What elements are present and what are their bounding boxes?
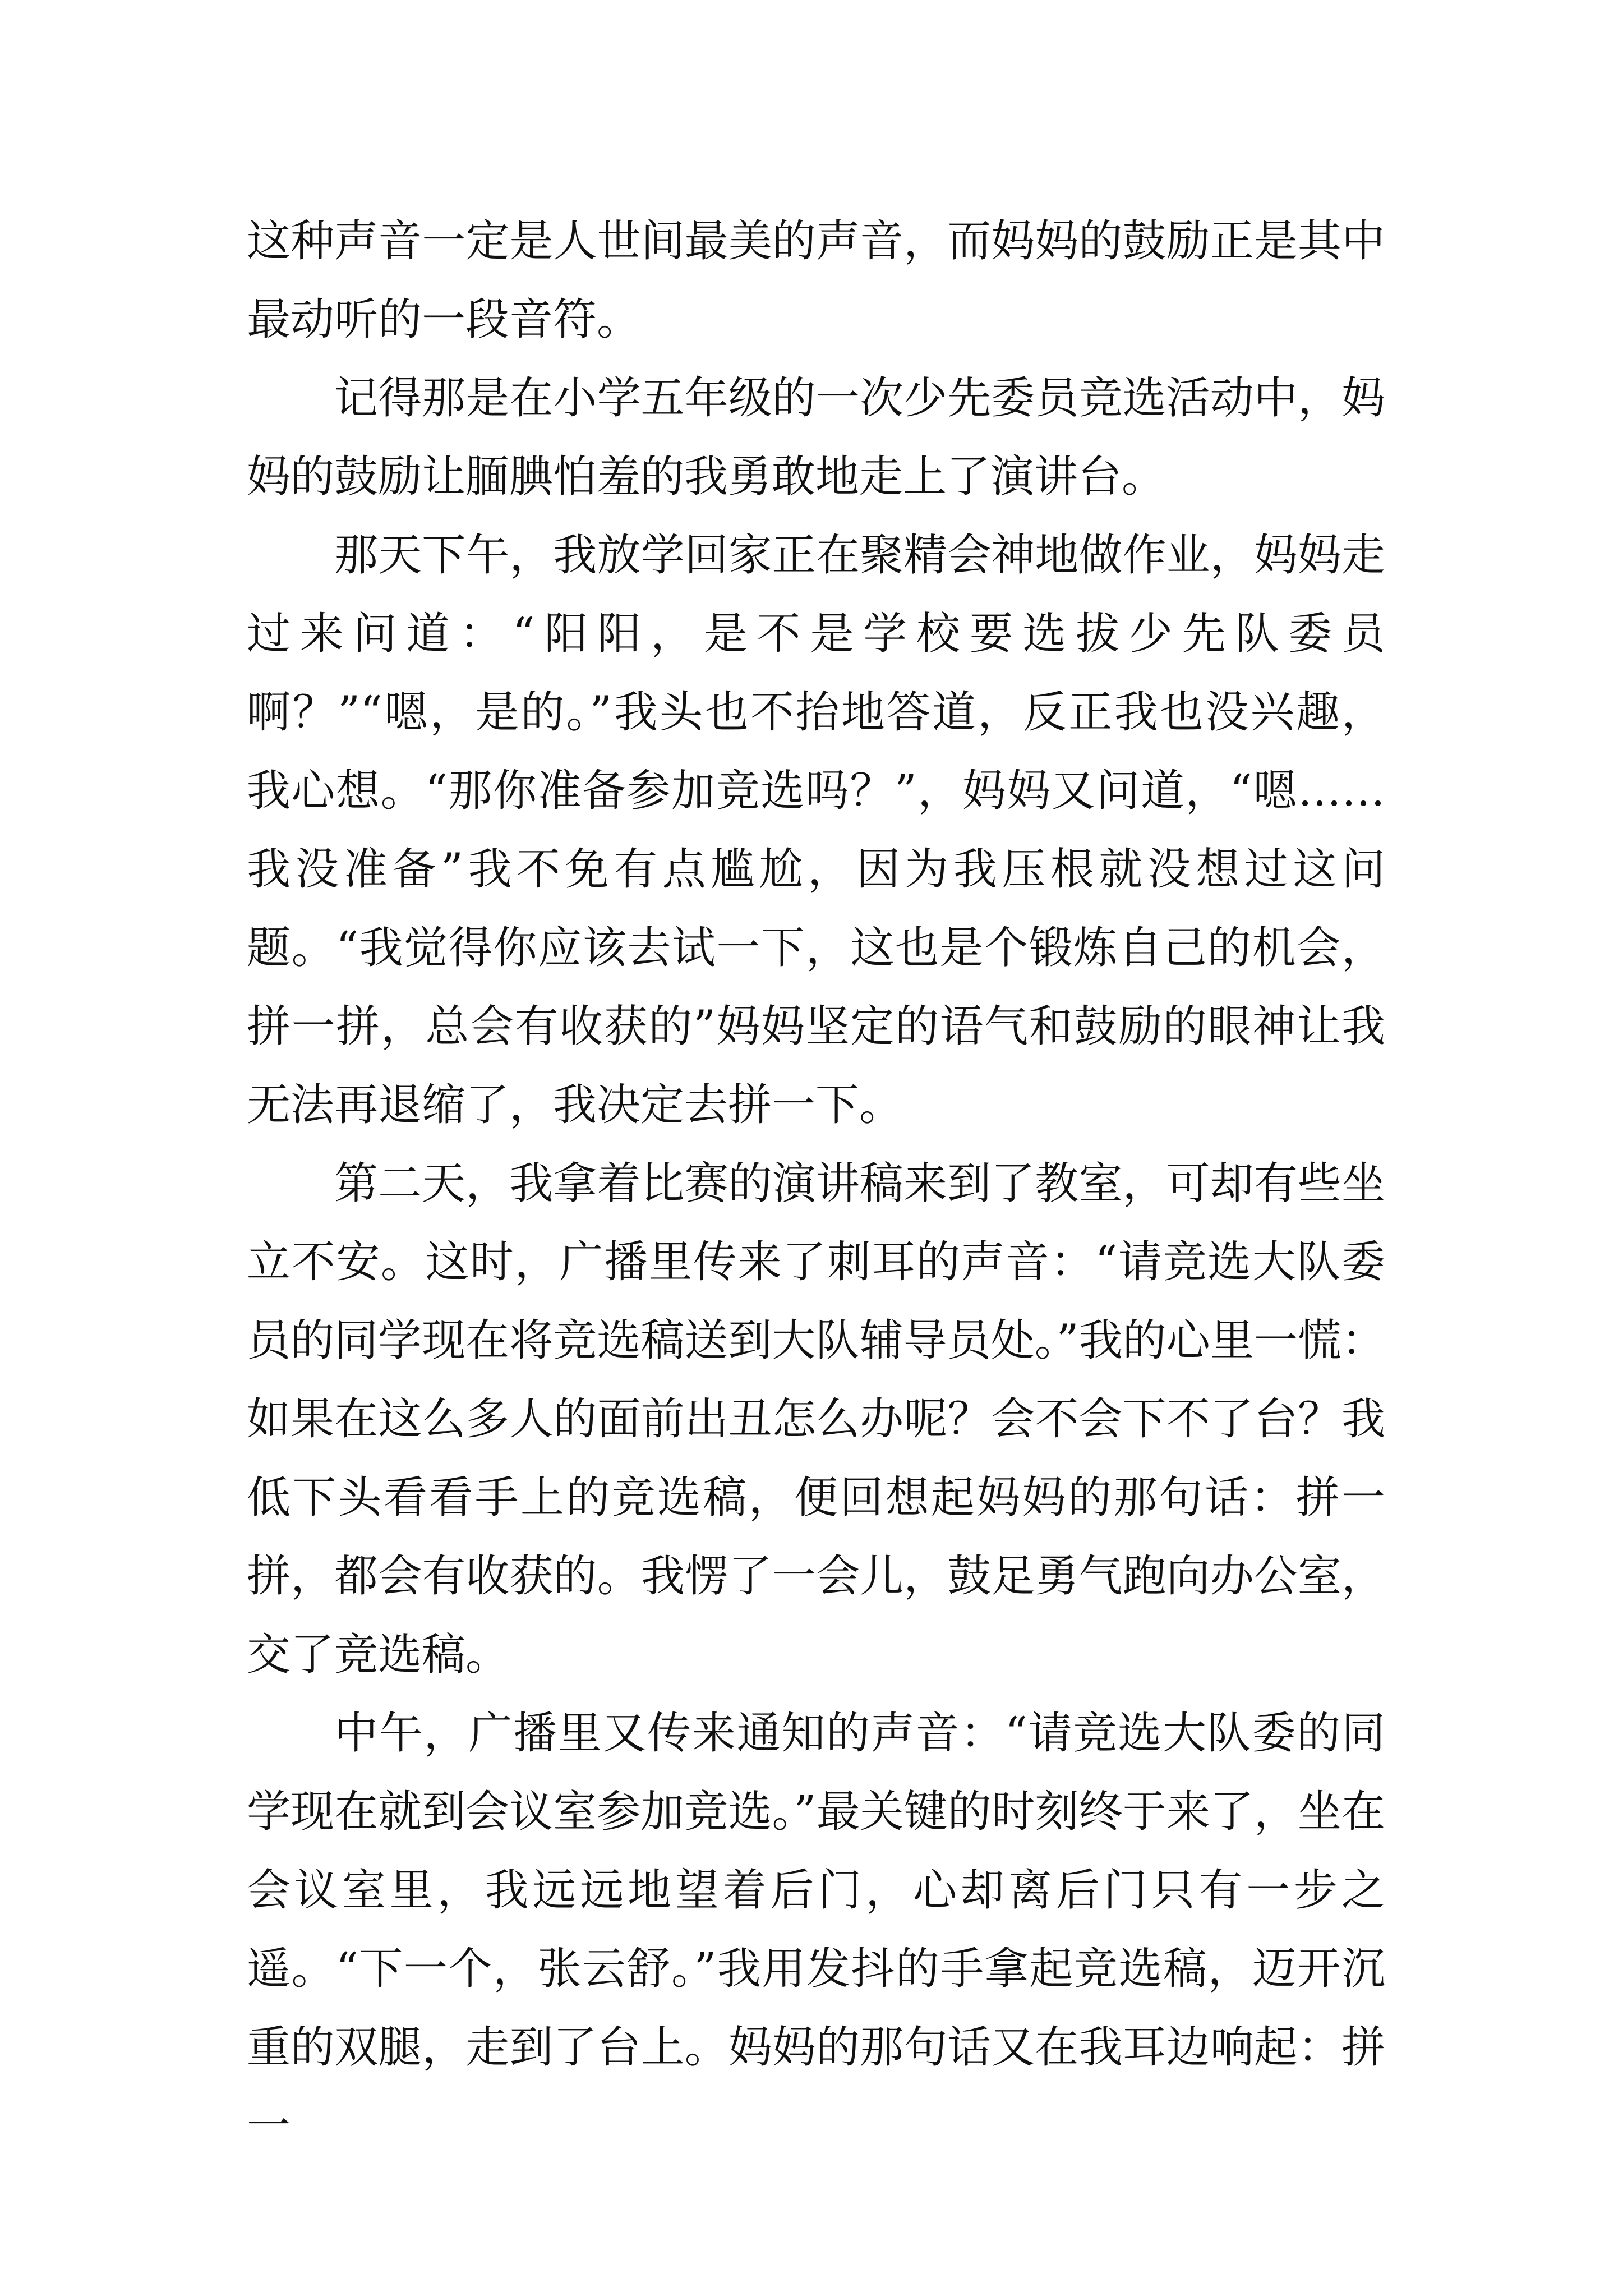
document-body	[247, 202, 1385, 2165]
paragraph-afternoon-conversation: 那天下午，我放学回家正在聚精会神地做作业，妈妈走过来问道：“阳阳，是不是学校要选拔少先队委员啊？”“嗯，是的。”我头也不抬地答道，反正我也没兴趣，我心想。“那你准备参加竞选吗？”，妈妈又问道，“嗯……我没准备”我不免有点尴尬，因为我压根就没想过这问题。“我觉得你应该去试一下，这也是个锻炼自己的机会，拼一拼，总会有收获的”妈妈坚定的语气和鼓励的眼神让我无法再退缩了，我决定去拼一下。	[247, 530, 1385, 1130]
paragraph-election-intro: 记得那是在小学五年级的一次少先委员竞选活动中，妈妈的鼓励让腼腆怕羞的我勇敢地走上了演讲台。	[247, 373, 1385, 502]
paragraph-continuation: 这种声音一定是人世间最美的声音，而妈妈的鼓励正是其中最动听的一段音符。	[247, 216, 1385, 345]
paragraph-next-day: 第二天，我拿着比赛的演讲稿来到了教室，可却有些坐立不安。这时，广播里传来了刺耳的声音：“请竞选大队委员的同学现在将竞选稿送到大队辅导员处。”我的心里一慌：如果在这么多人的面前出丑怎么办呢？会不会下不了台？我低下头看看手上的竞选稿，便回想起妈妈的那句话：拼一拼，都会有收获的。我愣了一会儿，鼓足勇气跑向办公室，交了竞选稿。	[247, 1158, 1385, 1680]
paragraph-noon-election: 中午，广播里又传来通知的声音：“请竞选大队委的同学现在就到会议室参加竞选。”最关键的时刻终于来了，坐在会议室里，我远远地望着后门，心却离后门只有一步之遥。“下一个，张云舒。”我用发抖的手拿起竞选稿，迈开沉重的双腿，走到了台上。妈妈的那句话又在我耳边响起：拼一	[247, 1708, 1385, 2151]
